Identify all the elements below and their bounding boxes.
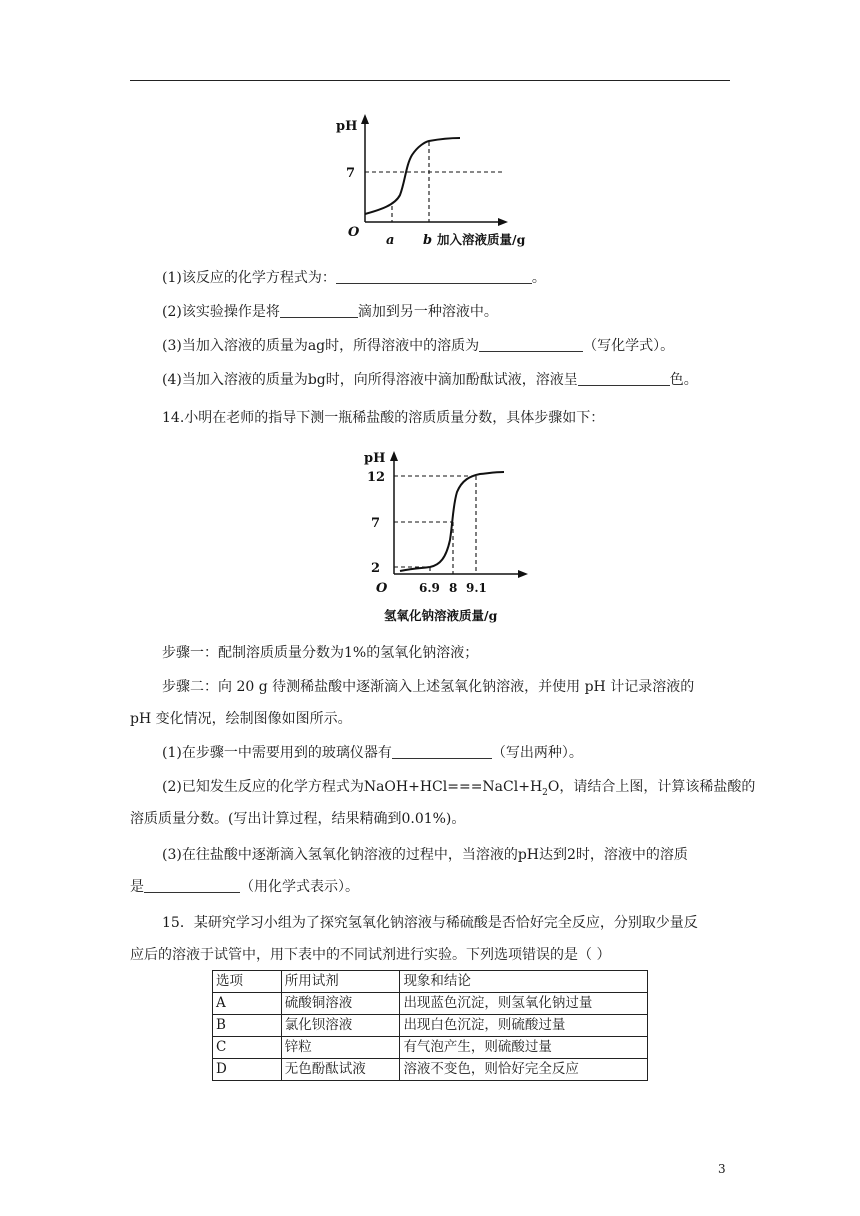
- graph2-tick-7: 7: [371, 516, 381, 531]
- q13-part3: (3)当加入溶液的质量为ag时，所得溶液中的溶质为 （写化学式）。: [162, 338, 675, 354]
- q14-sub2-line1: (2)已知发生反应的化学方程式为$NaOH+HCl===NaCl+H_2O$，请结合上图，计算该稀盐酸的: [162, 779, 756, 798]
- graph1-tick-7: 7: [346, 166, 356, 181]
- ph-curve-graph-1: [330, 110, 560, 250]
- table-cell: 硫酸铜溶液: [281, 993, 400, 1015]
- table-row: [213, 1015, 648, 1037]
- graph2-origin: O: [376, 581, 388, 596]
- table-cell: 溶液不变色，则恰好完全反应: [400, 1059, 648, 1081]
- q15-line2: 应后的溶液于试管中，用下表中的不同试剂进行实验。下列选项错误的是（ ）: [130, 947, 611, 963]
- q14-sub3-line1: (3)在往盐酸中逐渐滴入氢氧化钠溶液的过程中，当溶液的pH达到2时，溶液中的溶质: [162, 847, 688, 863]
- table-header-cell: 选项: [213, 971, 282, 993]
- table-row: [213, 993, 648, 1015]
- header-rule: [130, 80, 730, 81]
- graph1-ylabel: pH: [336, 119, 358, 134]
- table-cell: C: [213, 1037, 282, 1059]
- answer-blank[interactable]: [479, 337, 583, 352]
- answer-blank[interactable]: [280, 303, 358, 318]
- graph1-tick-b: b: [423, 233, 433, 248]
- table-cell: 锌粒: [281, 1037, 400, 1059]
- q14-sub2-line2: 溶质质量分数。(写出计算过程，结果精确到0.01%)。: [130, 811, 466, 827]
- q13-part4: (4)当加入溶液的质量为bg时，向所得溶液中滴加酚酞试液，溶液呈 色。: [162, 372, 698, 388]
- graph2-tick-8: 8: [449, 581, 458, 595]
- options-table: [212, 970, 648, 1081]
- q14-step1: 步骤一：配制溶质质量分数为1%的氢氧化钠溶液；: [162, 645, 479, 661]
- graph1-tick-a: a: [386, 233, 395, 248]
- page-number: 3: [718, 1162, 726, 1176]
- graph1-xlabel: 加入溶液质量/g: [437, 232, 526, 247]
- q13-part2: (2)该实验操作是将 滴加到另一种溶液中。: [162, 304, 498, 320]
- q14-sub3-line2: 是 （用化学式表示）。: [130, 879, 359, 895]
- graph2-tick-2: 2: [371, 561, 381, 576]
- q15-line1: 15．某研究学习小组为了探究氢氧化钠溶液与稀硫酸是否恰好完全反应，分别取少量反: [162, 915, 698, 931]
- table-header-row: [213, 971, 648, 993]
- q14-intro: 14.小明在老师的指导下测一瓶稀盐酸的溶质质量分数，具体步骤如下：: [162, 410, 605, 426]
- table-cell: 出现白色沉淀，则硫酸过量: [400, 1015, 648, 1037]
- table-row: [213, 1037, 648, 1059]
- q14-sub1: (1)在步骤一中需要用到的玻璃仪器有 （写出两种）。: [162, 745, 583, 761]
- table-cell: 出现蓝色沉淀，则氢氧化钠过量: [400, 993, 648, 1015]
- table-cell: 氯化钡溶液: [281, 1015, 400, 1037]
- q13-part1: (1)该反应的化学方程式为： 。: [162, 270, 546, 286]
- table-cell: 无色酚酞试液: [281, 1059, 400, 1081]
- q14-step2-line1: 步骤二：向 20 g 待测稀盐酸中逐渐滴入上述氢氧化钠溶液，并使用 pH 计记录溶液的: [162, 679, 695, 695]
- answer-blank[interactable]: [144, 878, 240, 893]
- answer-blank[interactable]: [336, 269, 532, 284]
- table-header-cell: 所用试剂: [281, 971, 400, 993]
- graph1-origin: O: [348, 225, 360, 240]
- graph2-tick-9.1: 9.1: [466, 581, 487, 595]
- table-cell: A: [213, 993, 282, 1015]
- ph-curve-graph-2: [356, 440, 546, 630]
- table-row: [213, 1059, 648, 1081]
- table-header-cell: 现象和结论: [400, 971, 648, 993]
- graph2-ylabel: pH: [364, 451, 386, 466]
- table-cell: 有气泡产生，则硫酸过量: [400, 1037, 648, 1059]
- graph2-xlabel: 氢氧化钠溶液质量/g: [384, 608, 498, 623]
- answer-blank[interactable]: [392, 744, 492, 759]
- table-cell: D: [213, 1059, 282, 1081]
- answer-blank[interactable]: [578, 371, 670, 386]
- table-cell: B: [213, 1015, 282, 1037]
- graph2-tick-12: 12: [367, 470, 386, 485]
- q14-step2-line2: pH 变化情况，绘制图像如图所示。: [130, 711, 352, 727]
- graph2-tick-6.9: 6.9: [419, 581, 440, 595]
